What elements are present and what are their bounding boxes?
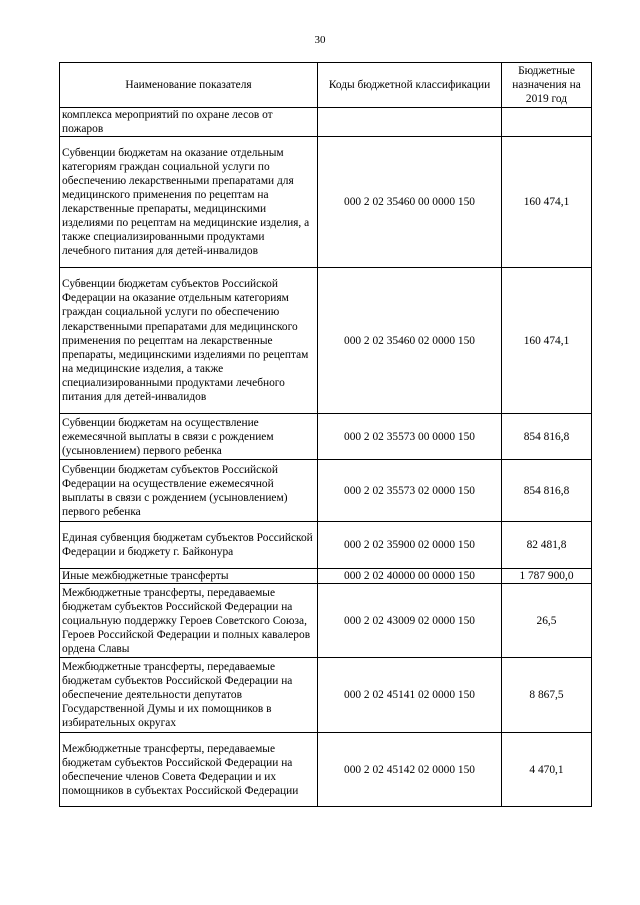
row-name: Иные межбюджетные трансферты bbox=[60, 569, 318, 584]
header-name: Наименование показателя bbox=[60, 63, 318, 108]
row-code: 000 2 02 43009 02 0000 150 bbox=[318, 584, 502, 658]
row-value: 854 816,8 bbox=[502, 460, 592, 522]
table-row bbox=[60, 137, 592, 268]
budget-table bbox=[59, 62, 592, 807]
row-value: 4 470,1 bbox=[502, 733, 592, 807]
row-code bbox=[318, 108, 502, 137]
row-value: 854 816,8 bbox=[502, 414, 592, 460]
row-value: 8 867,5 bbox=[502, 658, 592, 733]
table-row bbox=[60, 522, 592, 569]
row-value: 26,5 bbox=[502, 584, 592, 658]
row-name: Субвенции бюджетам субъектов Российской Федерации на осуществление ежемесячной выплаты в связи с рождением (усыновлением) первого ребенка bbox=[60, 460, 318, 522]
row-name: Субвенции бюджетам субъектов Российской Федерации на оказание отдельным категориям граждан социальной услуги по обеспечению лекарственными препаратами для медицинского применения по рецептам на лекарственные препараты, медицинскими изделиями по рецептам на медицинские изделия, а также специализированными продуктами лечебного питания для детей-инвалидов bbox=[60, 268, 318, 414]
row-name: Субвенции бюджетам на осуществление ежемесячной выплаты в связи с рождением (усыновлением) первого ребенка bbox=[60, 414, 318, 460]
table-row bbox=[60, 569, 592, 584]
row-code: 000 2 02 35573 00 0000 150 bbox=[318, 414, 502, 460]
row-code: 000 2 02 35460 02 0000 150 bbox=[318, 268, 502, 414]
row-code: 000 2 02 45141 02 0000 150 bbox=[318, 658, 502, 733]
row-code: 000 2 02 40000 00 0000 150 bbox=[318, 569, 502, 584]
table-row bbox=[60, 268, 592, 414]
table-row bbox=[60, 414, 592, 460]
row-name: Межбюджетные трансферты, передаваемые бюджетам субъектов Российской Федерации на обеспечение членов Совета Федерации и их помощников в субъектах Российской Федерации bbox=[60, 733, 318, 807]
page-number: 30 bbox=[314, 34, 326, 46]
row-code: 000 2 02 45142 02 0000 150 bbox=[318, 733, 502, 807]
row-value: 1 787 900,0 bbox=[502, 569, 592, 584]
table-row bbox=[60, 108, 592, 137]
row-code: 000 2 02 35573 02 0000 150 bbox=[318, 460, 502, 522]
row-name: Межбюджетные трансферты, передаваемые бюджетам субъектов Российской Федерации на социальную поддержку Героев Советского Союза, Героев Российской Федерации и полных кавалеров ордена Славы bbox=[60, 584, 318, 658]
row-name: Единая субвенция бюджетам субъектов Российской Федерации и бюджету г. Байконура bbox=[60, 522, 318, 569]
table-header-row bbox=[60, 63, 592, 108]
row-code: 000 2 02 35900 02 0000 150 bbox=[318, 522, 502, 569]
row-value: 160 474,1 bbox=[502, 268, 592, 414]
row-value: 160 474,1 bbox=[502, 137, 592, 268]
row-name: Субвенции бюджетам на оказание отдельным категориям граждан социальной услуги по обеспечению лекарственными препаратами для медицинского применения по рецептам на лекарственные препараты, медицинскими изделиями по рецептам на медицинские изделия, а также специализированными продуктами лечебного питания для детей-инвалидов bbox=[60, 137, 318, 268]
table-row bbox=[60, 658, 592, 733]
row-name: комплекса мероприятий по охране лесов от пожаров bbox=[60, 108, 318, 137]
row-name: Межбюджетные трансферты, передаваемые бюджетам субъектов Российской Федерации на обеспечение деятельности депутатов Государственной Думы и их помощников в избирательных округах bbox=[60, 658, 318, 733]
header-code: Коды бюджетной классификации bbox=[318, 63, 502, 108]
table-row bbox=[60, 733, 592, 807]
row-value bbox=[502, 108, 592, 137]
table-row bbox=[60, 584, 592, 658]
header-value: Бюджетные назначения на 2019 год bbox=[502, 63, 592, 108]
row-value: 82 481,8 bbox=[502, 522, 592, 569]
table-row bbox=[60, 460, 592, 522]
row-code: 000 2 02 35460 00 0000 150 bbox=[318, 137, 502, 268]
